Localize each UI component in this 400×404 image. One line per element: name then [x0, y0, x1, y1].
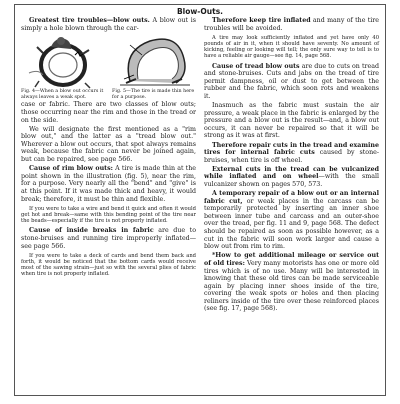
- figure-row: [21, 33, 196, 100]
- note-deck-of-cards: If you were to take a deck of cards and bend them back and forth, it would be noticed that the bottom cards would receive most of the sawing strain—just so with the several plies of fabric when tire is not properly inflated.: [21, 253, 196, 278]
- page-title: Blow-Outs.: [176, 7, 224, 16]
- run-in-heading: Greatest tire troubles—blow outs.: [29, 17, 150, 24]
- paragraph-designations: We will designate the first mentioned as a "rim blow out," and the latter as a "tread blow out." Wherever a blow out occurs, that spot always remains weak, because the fabric can never be joined again, but can be repaired, see page 566.: [21, 125, 196, 164]
- two-column-body: [21, 17, 379, 313]
- paragraph-temporary-repair: A temporary repair of a blow out or an internal fabric cut, or weak places in the carcass can be temporarily protected by inserting an inner shoe between inner tube and carcass and an outer-shoe over the tread, per fig. 11 and 9, page 568. The defect should be repaired as soon as possible however, as a cut in the fabric will soon work larger and cause a blow out from rim to rim.: [204, 190, 379, 251]
- paragraph-tread-blow-outs: Cause of tread blow outs are due to cuts on tread and stone-bruises. Cuts and jabs on the tread of tire permit dampness, oil or dust to get between the rubber and the fabric, which soon rots and weakens it.: [204, 62, 379, 100]
- left-column: [21, 17, 196, 313]
- figure-4-caption: Fig. 4—When a blow out occurs it always leaves a weak spot.: [21, 89, 104, 100]
- paragraph-old-tires: *How to get additional mileage or service out of old tires: Very many motorists has one or more old tires which is of no use. Many will be interested in knowing that these old tires can be made serviceable again by placing inner shoes inside of the tire, covering the weak spots or holes and then placing reliners inside of the tire over these reinforced places (see fig. 17, page 568).: [204, 252, 379, 313]
- note-wire-bending: If you were to take a wire and bend it quick and often it would get hot and break—same with this bending point of the tire near the beads—especially if the tire is not properly inflated.: [21, 206, 196, 225]
- paragraph-blow-outs-intro: Greatest tire troubles—blow outs. A blow out is simply a hole blown through the car-: [21, 17, 196, 32]
- paragraph-rim-blow-outs: Cause of rim blow outs: A tire is made thin at the point shown in the illustration (fig. 5), near the rim, for a purpose. Very nearly all the "bend" and "give" is at this point. If it was made thick and heavy, it would break; therefore, it must be thin and flexible.: [21, 165, 196, 203]
- paragraph-classes-of-blow-outs: case or fabric. There are two classes of blow outs; those occurring near the rim and those in the tread or on the side.: [21, 101, 196, 124]
- note-air-gauge: A tire may look sufficiently inflated and yet have only 40 pounds of air in it, when it should have seventy. No amount of kicking, feeling or looking will tell; the only sure way to tell is to have a reliable air gauge—see fig. 14, page 568.: [204, 35, 379, 60]
- book-page: [14, 4, 386, 396]
- figure-4: [21, 33, 105, 100]
- right-column: [204, 17, 379, 313]
- tire-blow-out-illustration: [21, 33, 105, 89]
- paragraph-keep-inflated: Therefore keep tire inflated and many of the tire troubles will be avoided.: [204, 17, 379, 32]
- paragraph-inside-breaks: Cause of inside breaks in fabric are due to stone-bruises and running tire improperly inflated—see page 566.: [21, 227, 197, 250]
- figure-5: [112, 33, 196, 100]
- tire-cross-section-illustration: [112, 33, 196, 89]
- paragraph-vulcanize: External cuts in the tread can be vulcanized while inflated and on wheel—with the small vulcanizer shown on pages 570, 573.: [204, 165, 380, 188]
- paragraph-air-pressure: Inasmuch as the fabric must sustain the air pressure, a weak place in the fabric is enlarged by the pressure and a blow out is the result—and, a blow out occurs, it can never be repaired so that it will be strong as it was at first.: [204, 102, 379, 140]
- paragraph-repair-cuts: Therefore repair cuts in the tread and examine tires for internal fabric cuts caused by stone-bruises, when tire is off wheel.: [204, 141, 379, 164]
- figure-5-caption: Fig. 5—The tire is made thin here for a purpose.: [112, 89, 195, 100]
